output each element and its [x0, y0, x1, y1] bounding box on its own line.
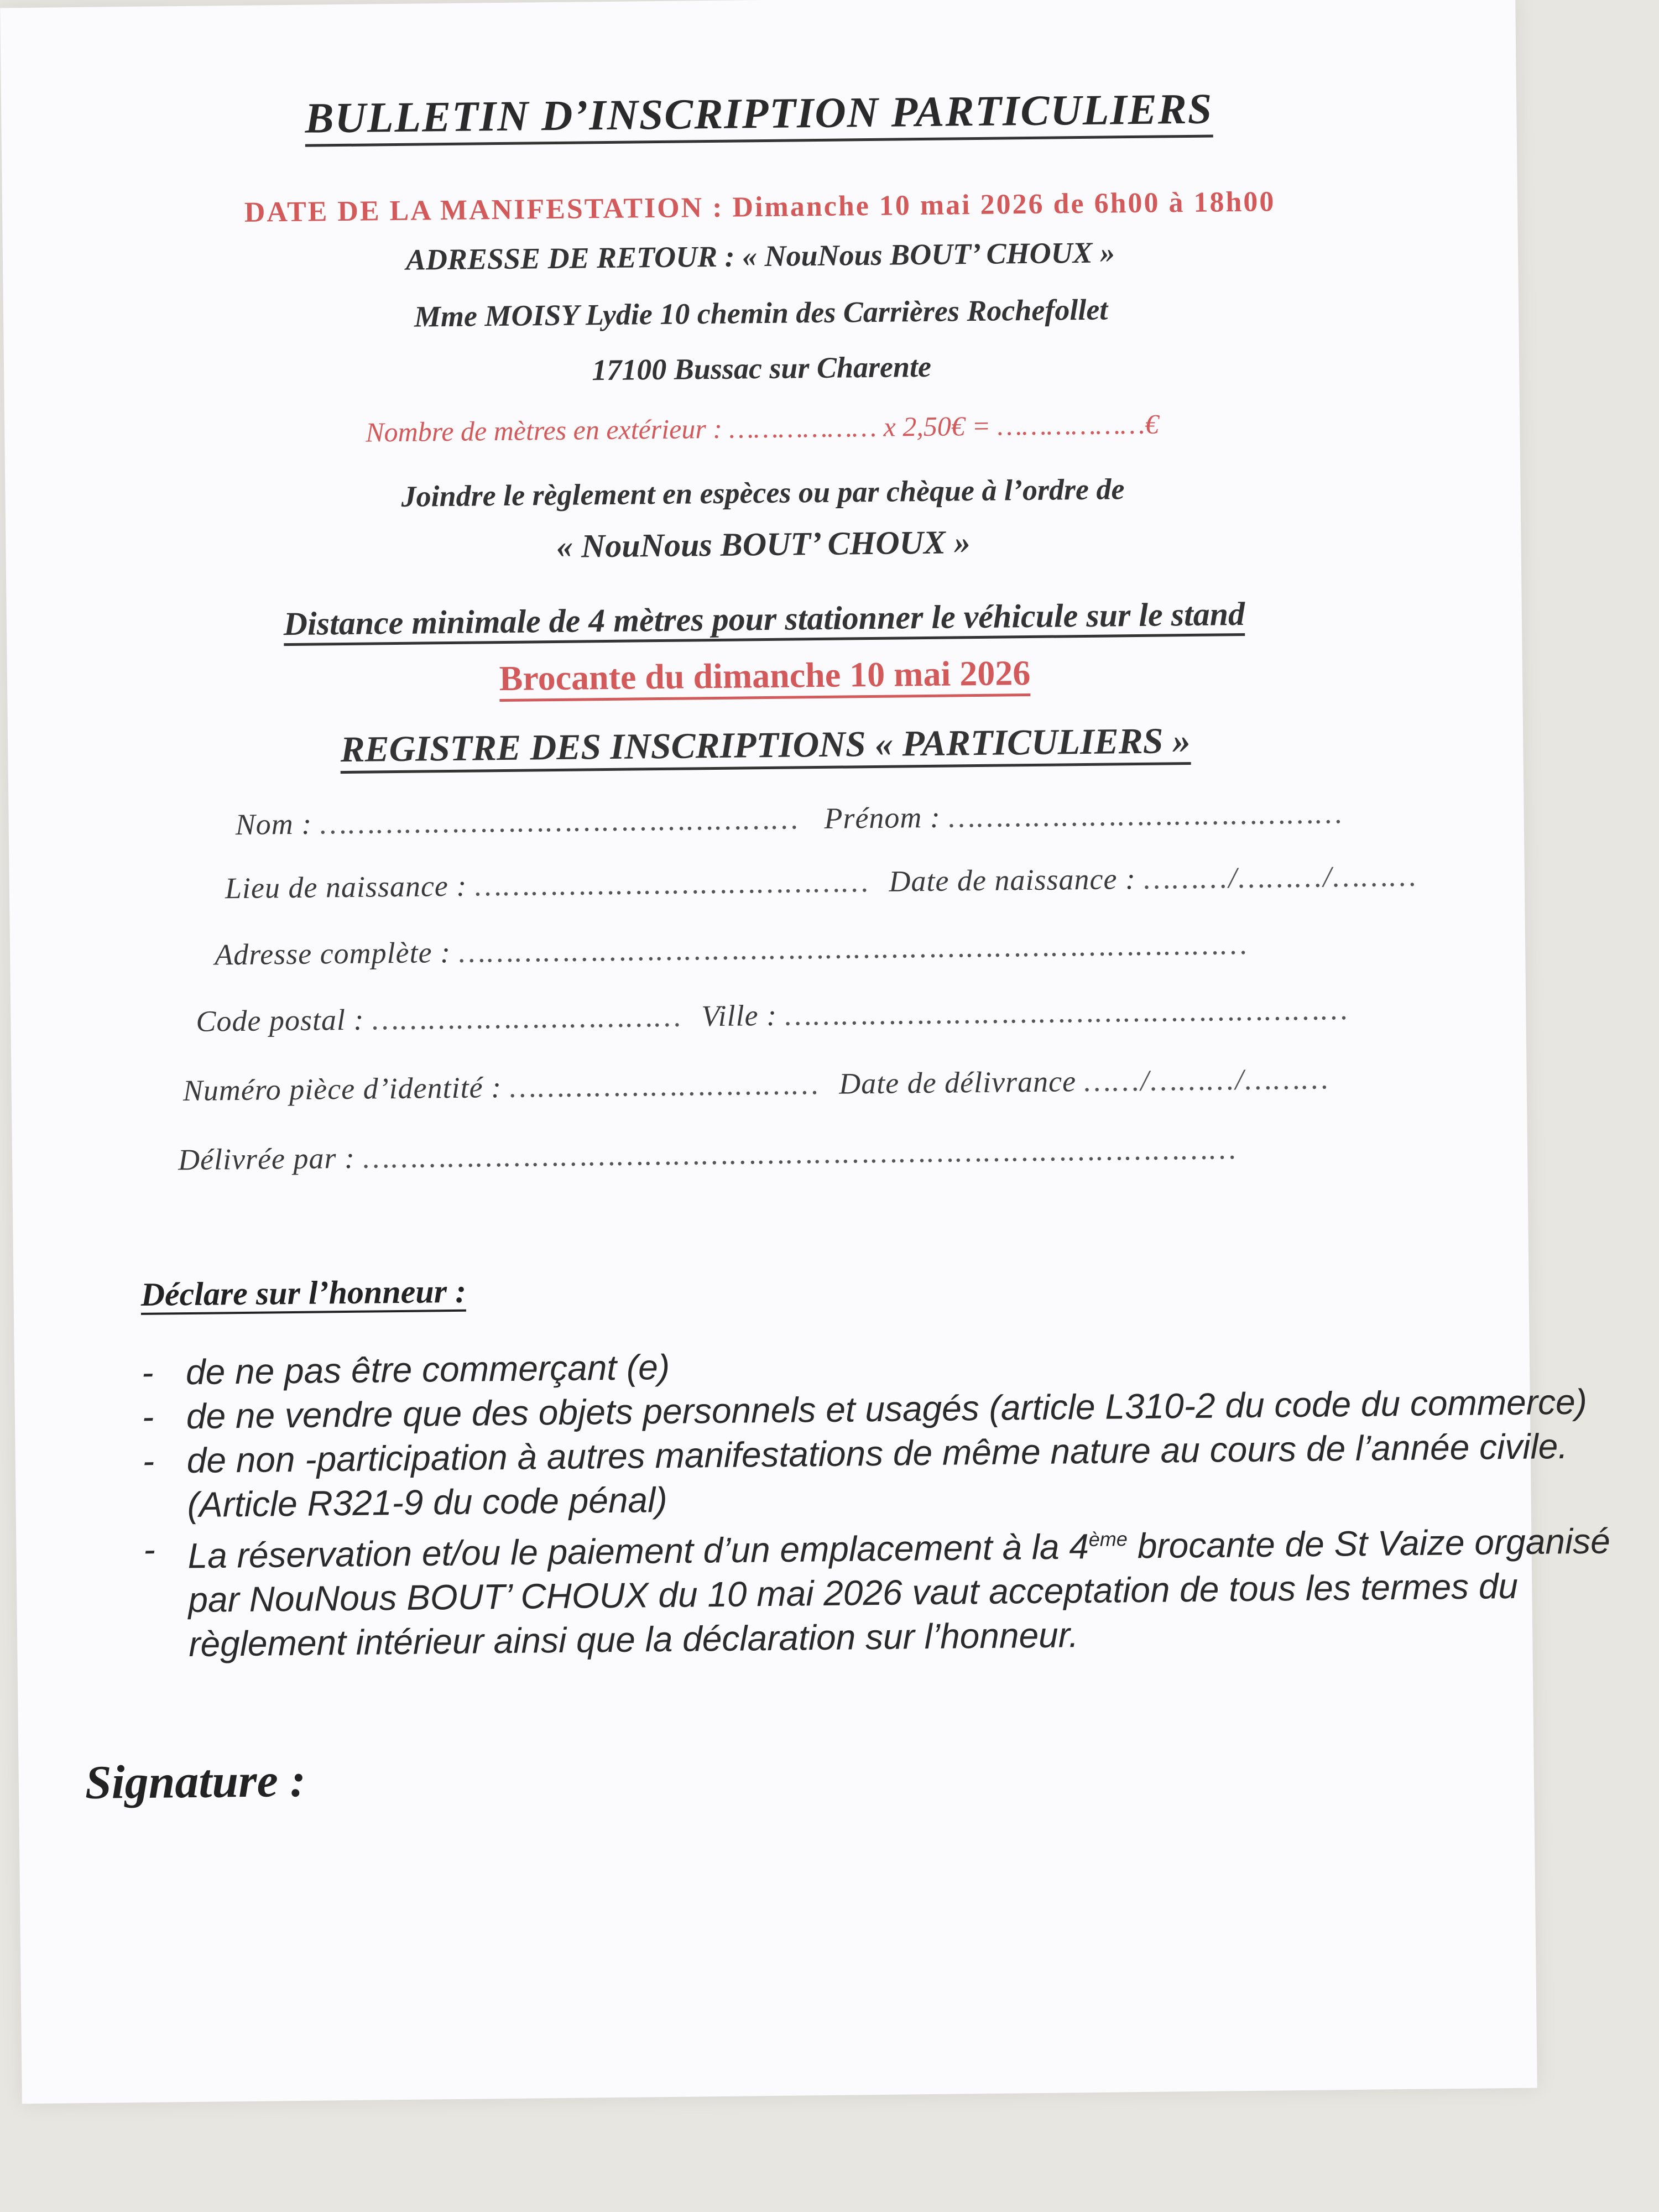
- delivree-par-field[interactable]: [178, 1131, 1238, 1177]
- declaration-item: [121, 1511, 1659, 1667]
- declaration-text: de ne pas être commerçant (e): [185, 1347, 670, 1392]
- return-address-city: 17100 Bussac sur Charente: [592, 349, 932, 387]
- delivree-label: Délivrée par :: [178, 1141, 356, 1177]
- prenom-dots: ……………………………………: [948, 796, 1344, 834]
- declaration-text: brocante de St Vaize organisé: [1127, 1521, 1611, 1566]
- date-naissance-label: Date de naissance :: [889, 862, 1136, 898]
- declaration-heading: [140, 1272, 466, 1314]
- return-address-label: ADRESSE DE RETOUR : « NouNous BOUT’ CHOUX »: [405, 236, 1115, 276]
- delivrance-dots: ……/………/………: [1084, 1062, 1330, 1098]
- piece-identite-field[interactable]: [182, 1061, 1329, 1108]
- meters-line: Nombre de mètres en extérieur : ……………… x 2,50€ = ………………€: [365, 408, 1159, 448]
- payment-payee: « NouNous BOUT’ CHOUX »: [556, 524, 971, 565]
- dash-mark: -: [141, 1352, 154, 1392]
- nom-field[interactable]: [235, 796, 1343, 842]
- declaration-text: La réservation et/ou le paiement d’un emplacement à la 4: [187, 1526, 1089, 1576]
- payment-line: Joindre le règlement en espèces ou par chèque à l’ordre de: [401, 472, 1125, 513]
- dash-mark: -: [142, 1441, 155, 1481]
- declaration-list: [119, 1334, 1659, 1667]
- code-postal-field[interactable]: [196, 992, 1349, 1039]
- nom-label: Nom :: [235, 807, 312, 842]
- nom-dots: ……………………………………………: [320, 802, 800, 841]
- dash-mark: -: [142, 1396, 154, 1437]
- register-title: [8, 717, 1524, 775]
- document-title: [1, 81, 1517, 147]
- ville-dots: ……………………………………………………: [785, 993, 1350, 1032]
- cp-label: Code postal :: [196, 1003, 364, 1038]
- lieu-naissance-field[interactable]: [225, 859, 1418, 906]
- document-title-text: BULLETIN D’INSCRIPTION PARTICULIERS: [305, 84, 1213, 147]
- adresse-label: Adresse complète :: [214, 936, 451, 972]
- ordinal-superscript: ème: [1088, 1527, 1128, 1551]
- piece-dots: ……………………………: [509, 1067, 820, 1104]
- date-naissance-dots: ………/………/………: [1144, 859, 1418, 895]
- return-address-name: Mme MOISY Lydie 10 chemin des Carrières Rochefollet: [414, 293, 1108, 333]
- lieu-label: Lieu de naissance :: [225, 869, 467, 905]
- declaration-text: de ne vendre que des objets personnels et usagés (article L310-2 du code du commerce): [186, 1381, 1588, 1437]
- prenom-label: Prénom :: [824, 800, 941, 835]
- brocante-line: [7, 648, 1523, 705]
- distance-notice-text: Distance minimale de 4 mètres pour stationner le véhicule sur le stand: [283, 596, 1245, 646]
- delivree-dots: …………………………………………………………………………………: [363, 1132, 1238, 1175]
- lieu-dots: ……………………………………: [474, 865, 870, 902]
- dash-mark: -: [143, 1529, 156, 1569]
- declaration-text: règlement intérieur ainsi que la déclaration sur l’honneur.: [188, 1615, 1079, 1665]
- cp-dots: ……………………………: [372, 999, 683, 1036]
- declaration-item: [120, 1423, 1659, 1527]
- register-title-text: REGISTRE DES INSCRIPTIONS « PARTICULIERS »: [340, 721, 1191, 774]
- declaration-heading-text: Déclare sur l’honneur :: [140, 1273, 466, 1315]
- adresse-field[interactable]: [215, 927, 1249, 972]
- distance-notice: [7, 592, 1522, 646]
- event-date: DATE DE LA MANIFESTATION : Dimanche 10 mai 2026 de 6h00 à 18h00: [244, 186, 1276, 228]
- delivrance-label: Date de délivrance: [838, 1065, 1077, 1100]
- brocante-line-text: Brocante du dimanche 10 mai 2026: [499, 653, 1030, 702]
- declaration-text: (Article R321-9 du code pénal): [187, 1479, 667, 1525]
- piece-label: Numéro pièce d’identité :: [182, 1071, 502, 1108]
- signature-label: Signature :: [85, 1753, 306, 1809]
- declaration-text: de non -participation à autres manifestations de même nature au cours de l’année civile.: [186, 1426, 1568, 1481]
- adresse-dots: …………………………………………………………………………: [458, 927, 1249, 969]
- ville-label: Ville :: [701, 998, 778, 1033]
- declaration-text: par NouNous BOUT’ CHOUX du 10 mai 2026 vaut acceptation de tous les termes du: [188, 1566, 1519, 1620]
